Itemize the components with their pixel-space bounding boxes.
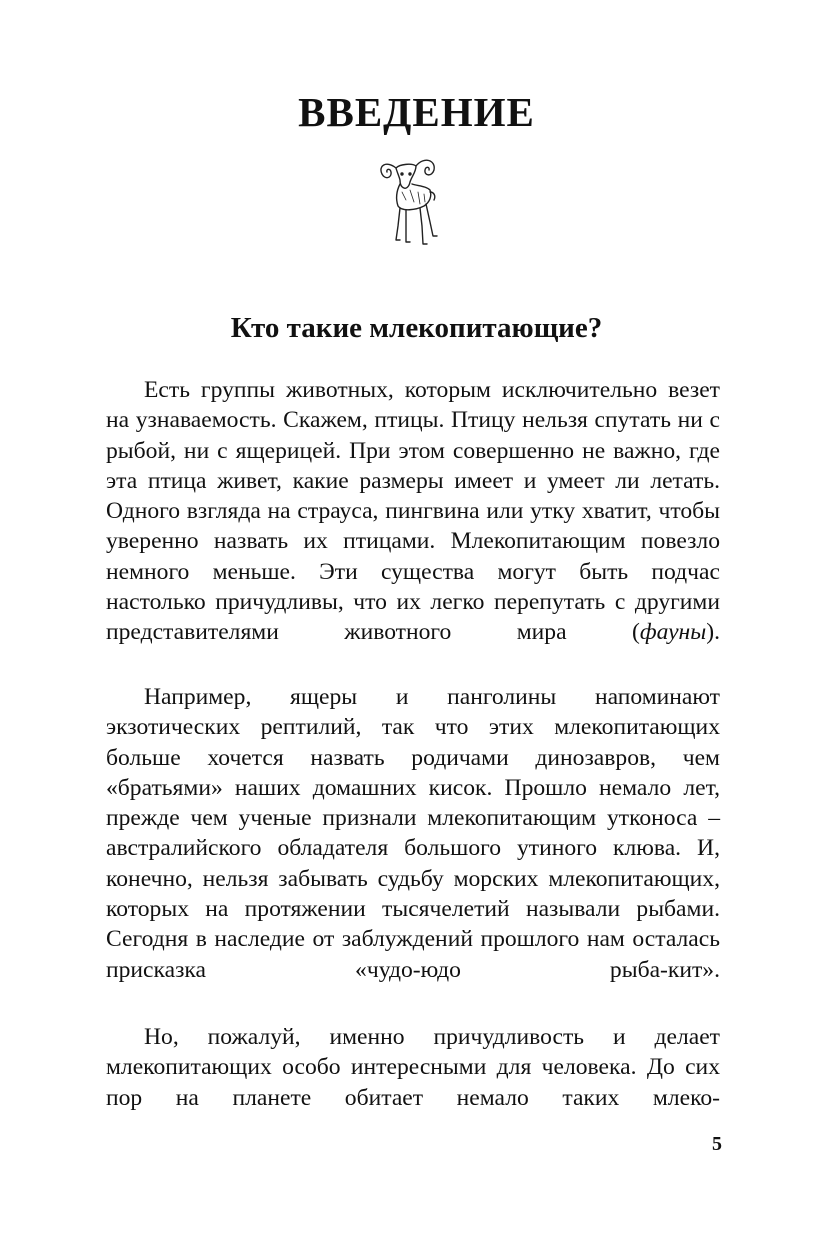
paragraph-text-end: ). [706, 619, 720, 646]
page-number: 5 [712, 1133, 722, 1155]
body-paragraph [106, 375, 720, 648]
section-title: Кто такие млекопитающие? [230, 312, 603, 344]
paragraph-text: Есть группы животных, которым исключительно везет на узнаваемость. Скажем, птицы. Птицу нельзя спутать ни с рыбой, ни с ящерицей. При этом совершенно не важно, где эта птица живет, какие размеры имеет и умеет ли летать. Одного взгляда на страуса, пингвина или утку хватит, чтобы уверенно назвать их птицами. Млекопитающим повезло немного меньше. Эти существа могут быть подчас настолько причудливы, что их легко перепутать с другими представителями животного мира ( [106, 377, 720, 646]
body-paragraph: Например, ящеры и панголины напоминают экзотических рептилий, так что этих млекопитающих больше хочется назвать родичами динозавров, чем «братьями» наших домашних кисок. Прошло немало лет, прежде чем ученые признали млекопитающим утконоса – австралийского обладателя большого утиного клюва. И, конечно, нельзя забывать судьбу морских млекопитающих, которых на протяжении тысячелетий называли рыбами. Сегодня в наследие от заблуждений прошлого нам осталась присказка «чудо-юдо рыба-кит». [106, 684, 720, 983]
chapter-title: ВВЕДЕНИЕ [298, 89, 535, 135]
ram-icon [376, 152, 444, 252]
italic-term: фауны [639, 619, 707, 646]
body-paragraph: Но, пожалуй, именно причудливость и делает млекопитающих особо интересными для человека. До сих пор на планете обитает немало таких млеко- [106, 1024, 720, 1111]
